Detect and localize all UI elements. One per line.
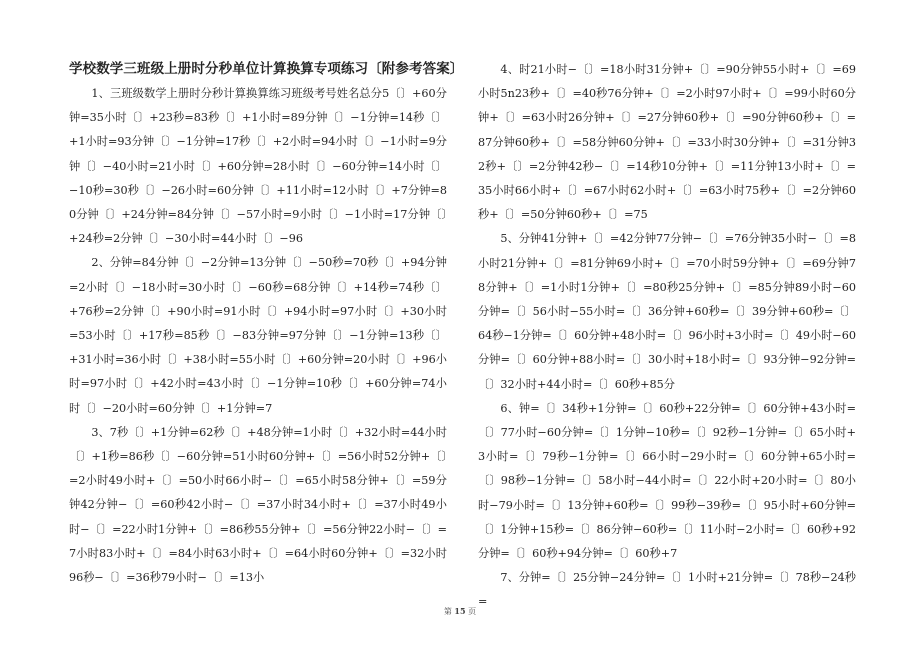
- page-footer: [0, 606, 920, 617]
- document-title: 学校数学三班级上册时分秒单位计算换算专项练习〔附参考答案〕: [69, 61, 464, 77]
- right-column: [478, 58, 856, 615]
- exercise-paragraph-4: 4、时21小时−〔〕=18小时31分钟+〔〕=90分钟55小时+〔〕=69小时5n23秒+〔〕=40秒76分钟+〔〕=2小时97小时+〔〕=99小时60分钟+〔〕=63小时26分钟+〔〕=27分钟60秒+〔〕=90分钟60秒+〔〕=87分钟60秒+〔〕=58分钟60分钟+〔〕=33小时30分钟+〔〕=31分钟32秒+〔〕=2分钟42秒−〔〕=14秒10分钟+〔〕=11分钟13小时+〔〕=35小时66小时+〔〕=67小时62小时+〔〕=63小时75秒+〔〕=2分钟60秒+〔〕=50分钟60秒+〔〕=75: [478, 63, 856, 222]
- exercise-paragraph-1: 1、三班级数学上册时分秒计算换算练习班级考号姓名总分5〔〕+60分钟=35小时〔〕+23秒=83秒〔〕+1小时=89分钟〔〕−1分钟=14秒〔〕+1小时=93分钟〔〕−1分钟=17秒〔〕+2小时=94小时〔〕−1小时=9分钟〔〕−40小时=21小时〔〕+60分钟=28小时〔〕−60分钟=14小时〔〕−10秒=30秒〔〕−26小时=60分钟〔〕+11小时=12小时〔〕+7分钟=80分钟〔〕+24分钟=84分钟〔〕−57小时=9小时〔〕−1小时=17分钟〔〕+24秒=2分钟〔〕−30小时=44小时〔〕−96: [69, 87, 447, 246]
- exercise-paragraph-3: 3、7秒〔〕+1分钟=62秒〔〕+48分钟=1小时〔〕+32小时=44小时〔〕+1秒=86秒〔〕−60分钟=51小时60分钟+〔〕=56小时52分钟+〔〕=2小时49小时+〔〕=50小时66小时−〔〕=65小时58分钟+〔〕=59分钟42分钟−〔〕=60秒42小时−〔〕=37小时34小时+〔〕=37小时49小时−〔〕=22小时1分钟+〔〕=86秒55分钟+〔〕=56分钟22小时−〔〕=7小时83小时+〔〕=84小时63小时+〔〕=64小时60分钟+〔〕=32小时96秒−〔〕=36秒79小时−〔〕=13小: [69, 425, 447, 585]
- left-column: [69, 58, 464, 590]
- exercise-paragraph-2: 2、分钟=84分钟〔〕−2分钟=13分钟〔〕−50秒=70秒〔〕+94分钟=2小时〔〕−18小时=30小时〔〕−60秒=68分钟〔〕+14秒=74秒〔〕+76秒=2分钟〔〕+90小时=91小时〔〕+94小时=97小时〔〕+30小时=53小时〔〕+17秒=85秒〔〕−83分钟=97分钟〔〕−1分钟=13秒〔〕+31小时=36小时〔〕+38小时=55小时〔〕+60分钟=20小时〔〕+96小时=97小时〔〕+42小时=43小时〔〕−1分钟=10秒〔〕+60分钟=74小时〔〕−20小时=60分钟〔〕+1分钟=7: [69, 256, 447, 415]
- page-number: 15: [454, 606, 466, 616]
- exercise-paragraph-6: 6、钟=〔〕34秒+1分钟=〔〕60秒+22分钟=〔〕60分钟+43小时=〔〕77小时−60分钟=〔〕1分钟−10秒=〔〕92秒−1分钟=〔〕65小时+3小时=〔〕79秒−1分钟=〔〕66小时−29小时=〔〕60分钟+65小时=〔〕98秒−1分钟=〔〕58小时−44小时=〔〕22小时+20小时=〔〕80小时−79小时=〔〕13分钟+60秒=〔〕99秒−39秒=〔〕95小时+60分钟=〔〕1分钟+15秒=〔〕86分钟−60秒=〔〕11小时−2小时=〔〕60秒+92分钟=〔〕60秒+94分钟=〔〕60秒+7: [478, 401, 856, 561]
- exercise-paragraph-7: 7、分钟=〔〕25分钟−24分钟=〔〕1小时+21分钟=〔〕78秒−24秒=: [478, 571, 856, 609]
- exercise-paragraph-5: 5、分钟41分钟+〔〕=42分钟77分钟−〔〕=76分钟35小时−〔〕=8小时21分钟+〔〕=81分钟69小时+〔〕=70小时59分钟+〔〕=69分钟78分钟+〔〕=1小时1分钟+〔〕=80秒25分钟+〔〕=85分钟89小时−60分钟=〔〕56小时−55小时=〔〕36分钟+60秒=〔〕39分钟+60秒=〔〕64秒−1分钟=〔〕60分钟+48小时=〔〕96小时+3小时=〔〕49小时−60分钟=〔〕60分钟+88小时=〔〕30小时+18小时=〔〕93分钟−92分钟=〔〕32小时+44小时=〔〕60秒+85分: [478, 232, 856, 391]
- footer-suffix: 页: [468, 607, 477, 616]
- footer-prefix: 第: [443, 607, 452, 616]
